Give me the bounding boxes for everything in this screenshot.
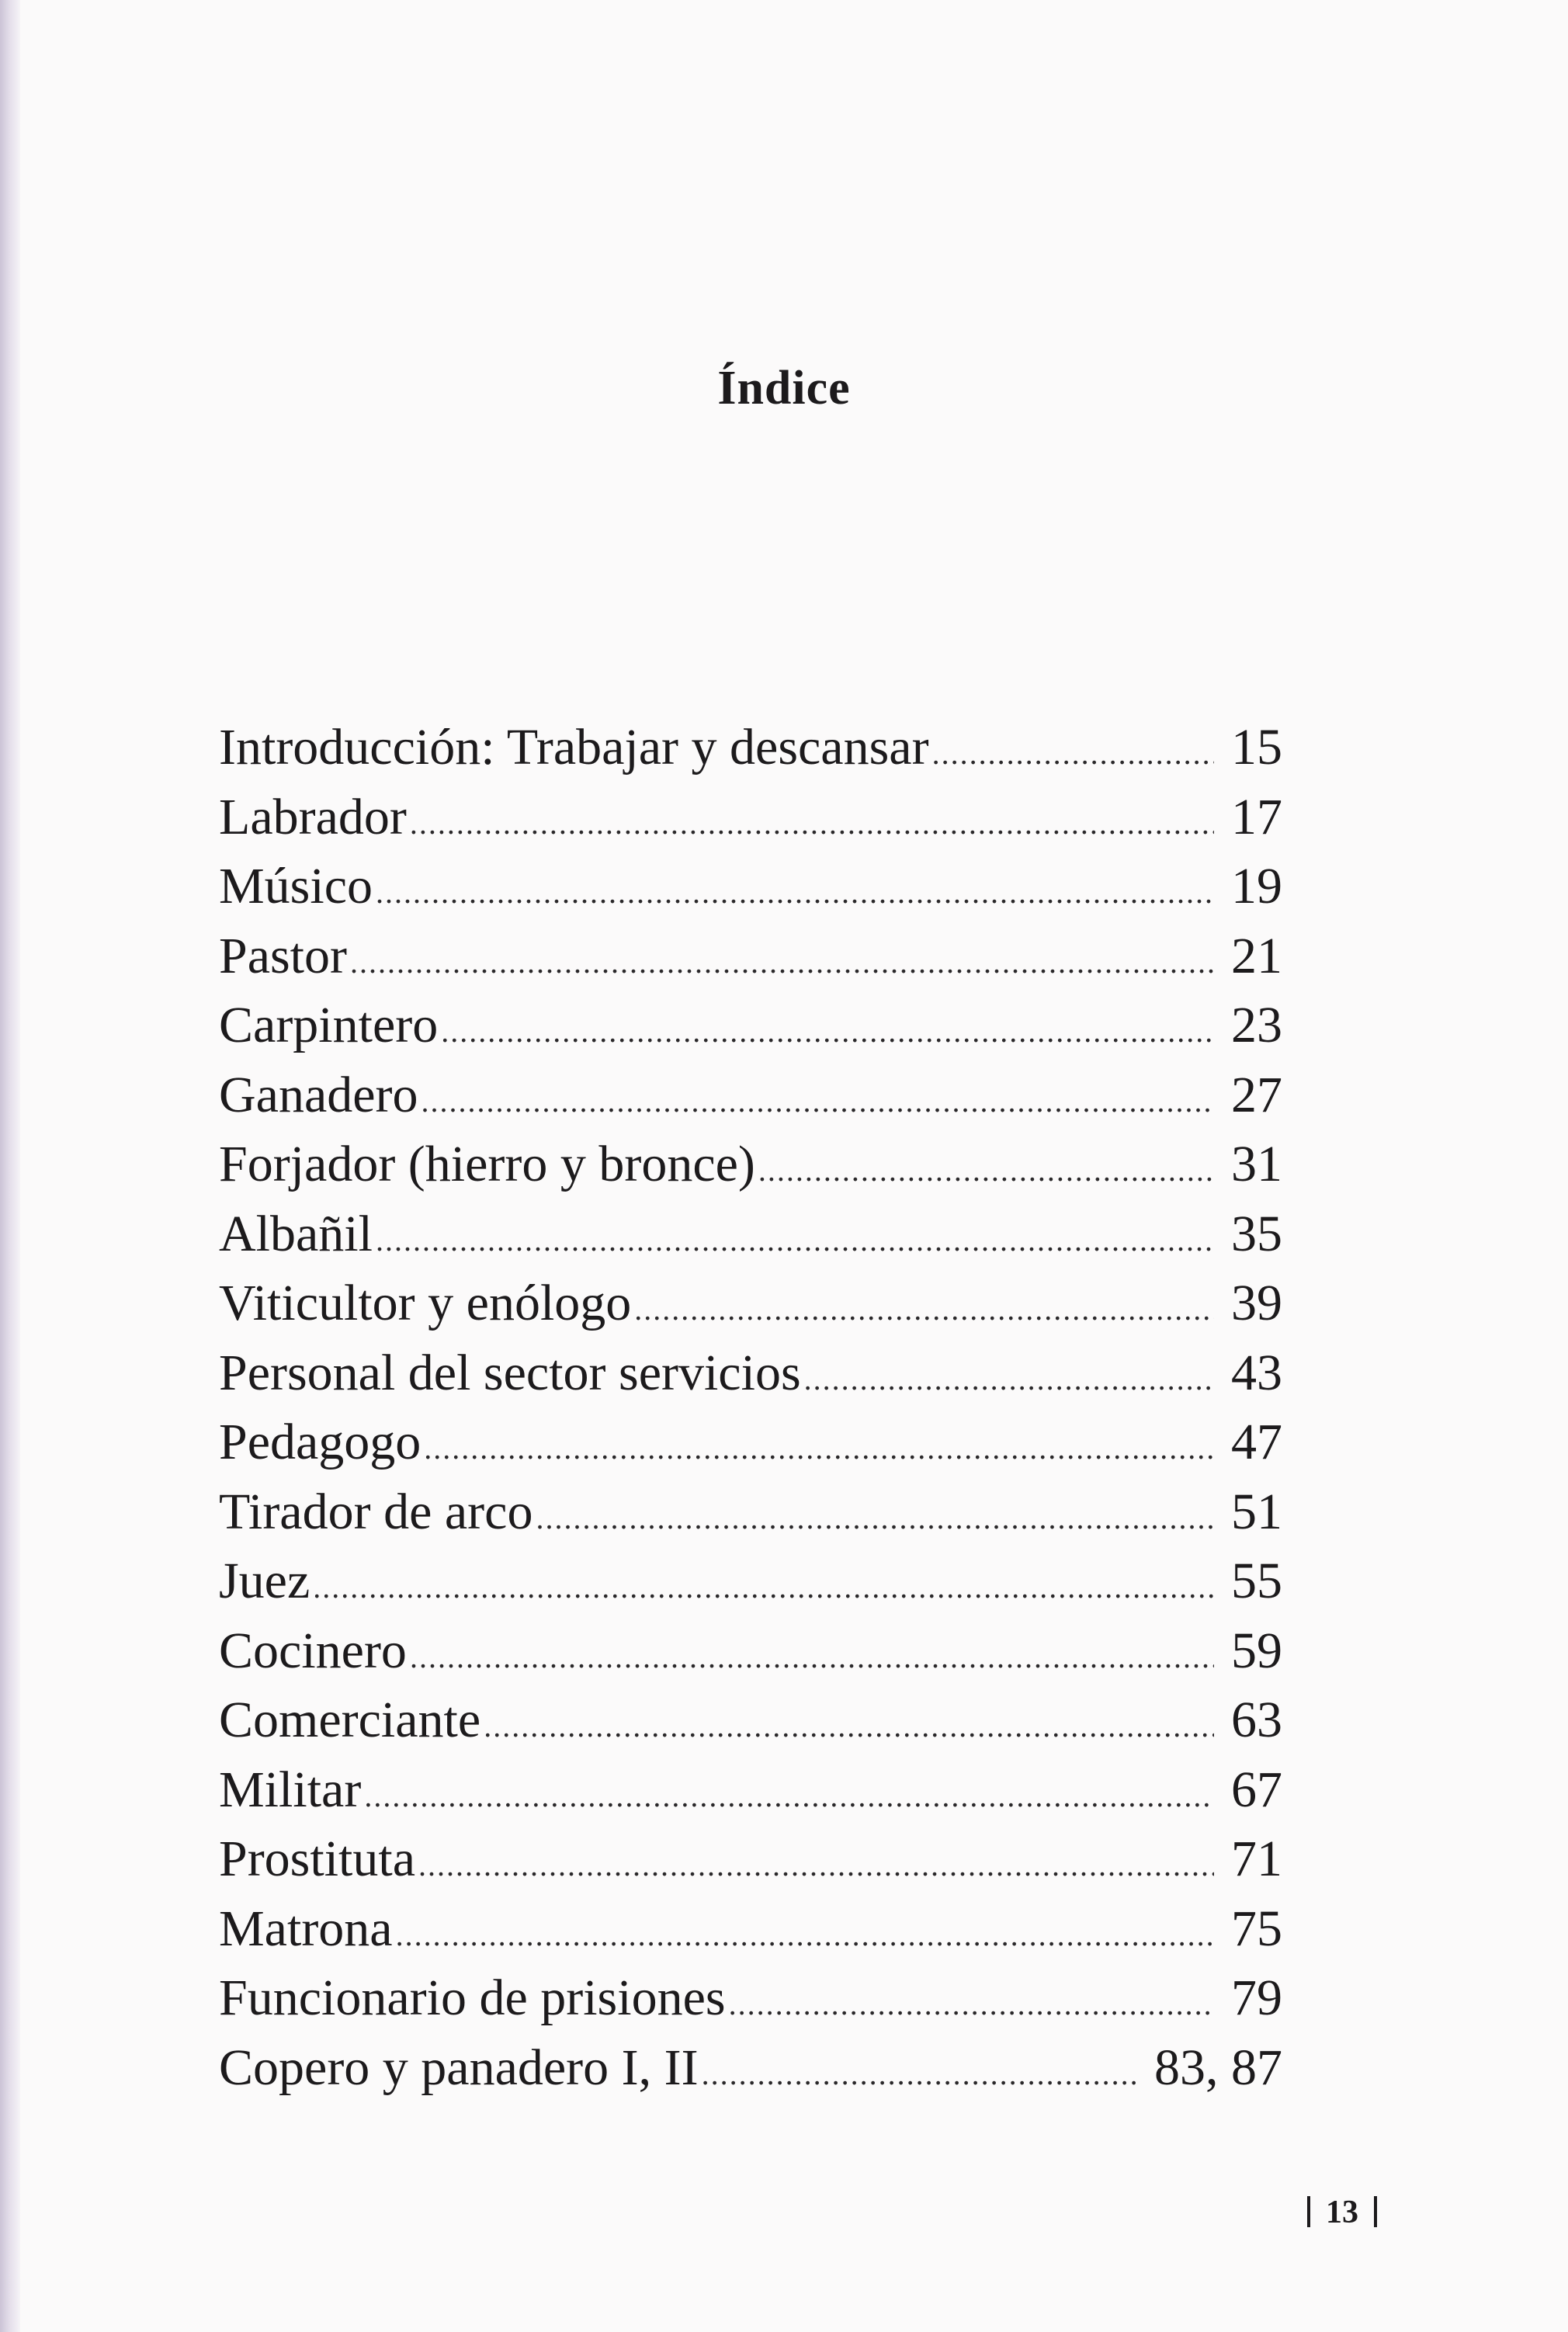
toc-entry[interactable] <box>219 1685 1282 1755</box>
toc-entry[interactable] <box>219 1963 1282 2033</box>
toc-entry-page: 51 <box>1231 1483 1282 1540</box>
toc-entry[interactable] <box>219 783 1282 852</box>
toc-entry-label: Funcionario de prisiones <box>219 1969 726 2026</box>
toc-entry-label: Pedagogo <box>219 1414 421 1470</box>
toc-entry-page: 83, 87 <box>1154 2039 1282 2096</box>
toc-entry-label: Militar <box>219 1761 362 1818</box>
toc-entry-page: 27 <box>1231 1066 1282 1123</box>
dot-leader <box>376 858 1214 928</box>
toc-entry-page: 67 <box>1231 1761 1282 1818</box>
toc-entry[interactable] <box>219 991 1282 1060</box>
toc-entry-page: 17 <box>1231 788 1282 845</box>
toc-entry[interactable] <box>219 1546 1282 1616</box>
toc-entry-label: Albañil <box>219 1205 373 1262</box>
toc-entry[interactable] <box>219 1060 1282 1130</box>
toc-entry-page: 23 <box>1231 997 1282 1053</box>
dot-leader <box>350 928 1214 998</box>
toc-entry-label: Músico <box>219 858 373 914</box>
toc-entry[interactable] <box>219 1616 1282 1686</box>
dot-leader <box>364 1761 1214 1831</box>
table-of-contents <box>219 713 1282 2102</box>
toc-entry-label: Viticultor y enólogo <box>219 1275 632 1331</box>
dot-leader <box>932 719 1214 789</box>
toc-entry[interactable] <box>219 1268 1282 1338</box>
dot-leader <box>729 1969 1214 2039</box>
dot-leader <box>758 1136 1214 1206</box>
toc-entry[interactable] <box>219 1894 1282 1964</box>
toc-entry-label: Tirador de arco <box>219 1483 533 1540</box>
dot-leader <box>484 1692 1214 1761</box>
folio-bar-left <box>1307 2196 1310 2227</box>
toc-entry[interactable] <box>219 1824 1282 1894</box>
dot-leader <box>536 1484 1214 1553</box>
toc-entry-page: 71 <box>1231 1831 1282 1887</box>
toc-entry-label: Introducción: Trabajar y descansar <box>219 719 929 776</box>
dot-leader <box>396 1900 1214 1970</box>
dot-leader <box>410 789 1214 859</box>
toc-entry-label: Prostituta <box>219 1831 416 1887</box>
page-title: Índice <box>717 361 851 415</box>
toc-entry[interactable] <box>219 1755 1282 1825</box>
toc-entry-label: Matrona <box>219 1900 393 1957</box>
toc-entry-label: Copero y panadero I, II <box>219 2039 699 2096</box>
toc-entry-page: 55 <box>1231 1553 1282 1609</box>
toc-entry-page: 15 <box>1231 719 1282 776</box>
dot-leader <box>634 1275 1214 1345</box>
toc-entry-page: 31 <box>1231 1136 1282 1192</box>
toc-entry-label: Comerciante <box>219 1692 481 1748</box>
dot-leader <box>804 1345 1214 1414</box>
toc-entry-page: 21 <box>1231 927 1282 984</box>
toc-entry[interactable] <box>219 2033 1282 2103</box>
toc-entry-page: 75 <box>1231 1900 1282 1957</box>
toc-entry-page: 47 <box>1231 1414 1282 1470</box>
toc-entry-page: 35 <box>1231 1205 1282 1262</box>
toc-entry[interactable] <box>219 1130 1282 1199</box>
toc-entry[interactable] <box>219 1407 1282 1477</box>
toc-entry-label: Juez <box>219 1553 310 1609</box>
page-number <box>1292 2189 1393 2236</box>
toc-entry[interactable] <box>219 1338 1282 1408</box>
toc-entry[interactable] <box>219 713 1282 783</box>
dot-leader <box>424 1414 1214 1484</box>
toc-entry-label: Carpintero <box>219 997 439 1053</box>
dot-leader <box>410 1622 1214 1692</box>
toc-entry[interactable] <box>219 852 1282 921</box>
toc-entry-page: 39 <box>1231 1275 1282 1331</box>
toc-entry[interactable] <box>219 921 1282 991</box>
toc-entry-label: Pastor <box>219 927 347 984</box>
dot-leader <box>441 997 1214 1067</box>
toc-entry-label: Ganadero <box>219 1066 418 1123</box>
toc-entry-page: 19 <box>1231 858 1282 914</box>
toc-entry-label: Cocinero <box>219 1622 407 1679</box>
dot-leader <box>376 1206 1214 1275</box>
page-edge-shadow <box>0 0 20 2332</box>
toc-entry-page: 59 <box>1231 1622 1282 1679</box>
folio-bar-right <box>1374 2196 1377 2227</box>
dot-leader <box>418 1831 1214 1900</box>
toc-entry-label: Forjador (hierro y bronce) <box>219 1136 755 1192</box>
dot-leader <box>702 2039 1140 2109</box>
page-number-value: 13 <box>1326 2195 1358 2230</box>
dot-leader <box>313 1553 1214 1622</box>
toc-entry-page: 63 <box>1231 1692 1282 1748</box>
toc-entry-page: 43 <box>1231 1344 1282 1401</box>
toc-entry[interactable] <box>219 1477 1282 1547</box>
toc-entry-page: 79 <box>1231 1969 1282 2026</box>
toc-entry-label: Personal del sector servicios <box>219 1344 801 1401</box>
dot-leader <box>421 1067 1214 1137</box>
toc-entry[interactable] <box>219 1199 1282 1269</box>
toc-entry-label: Labrador <box>219 788 407 845</box>
